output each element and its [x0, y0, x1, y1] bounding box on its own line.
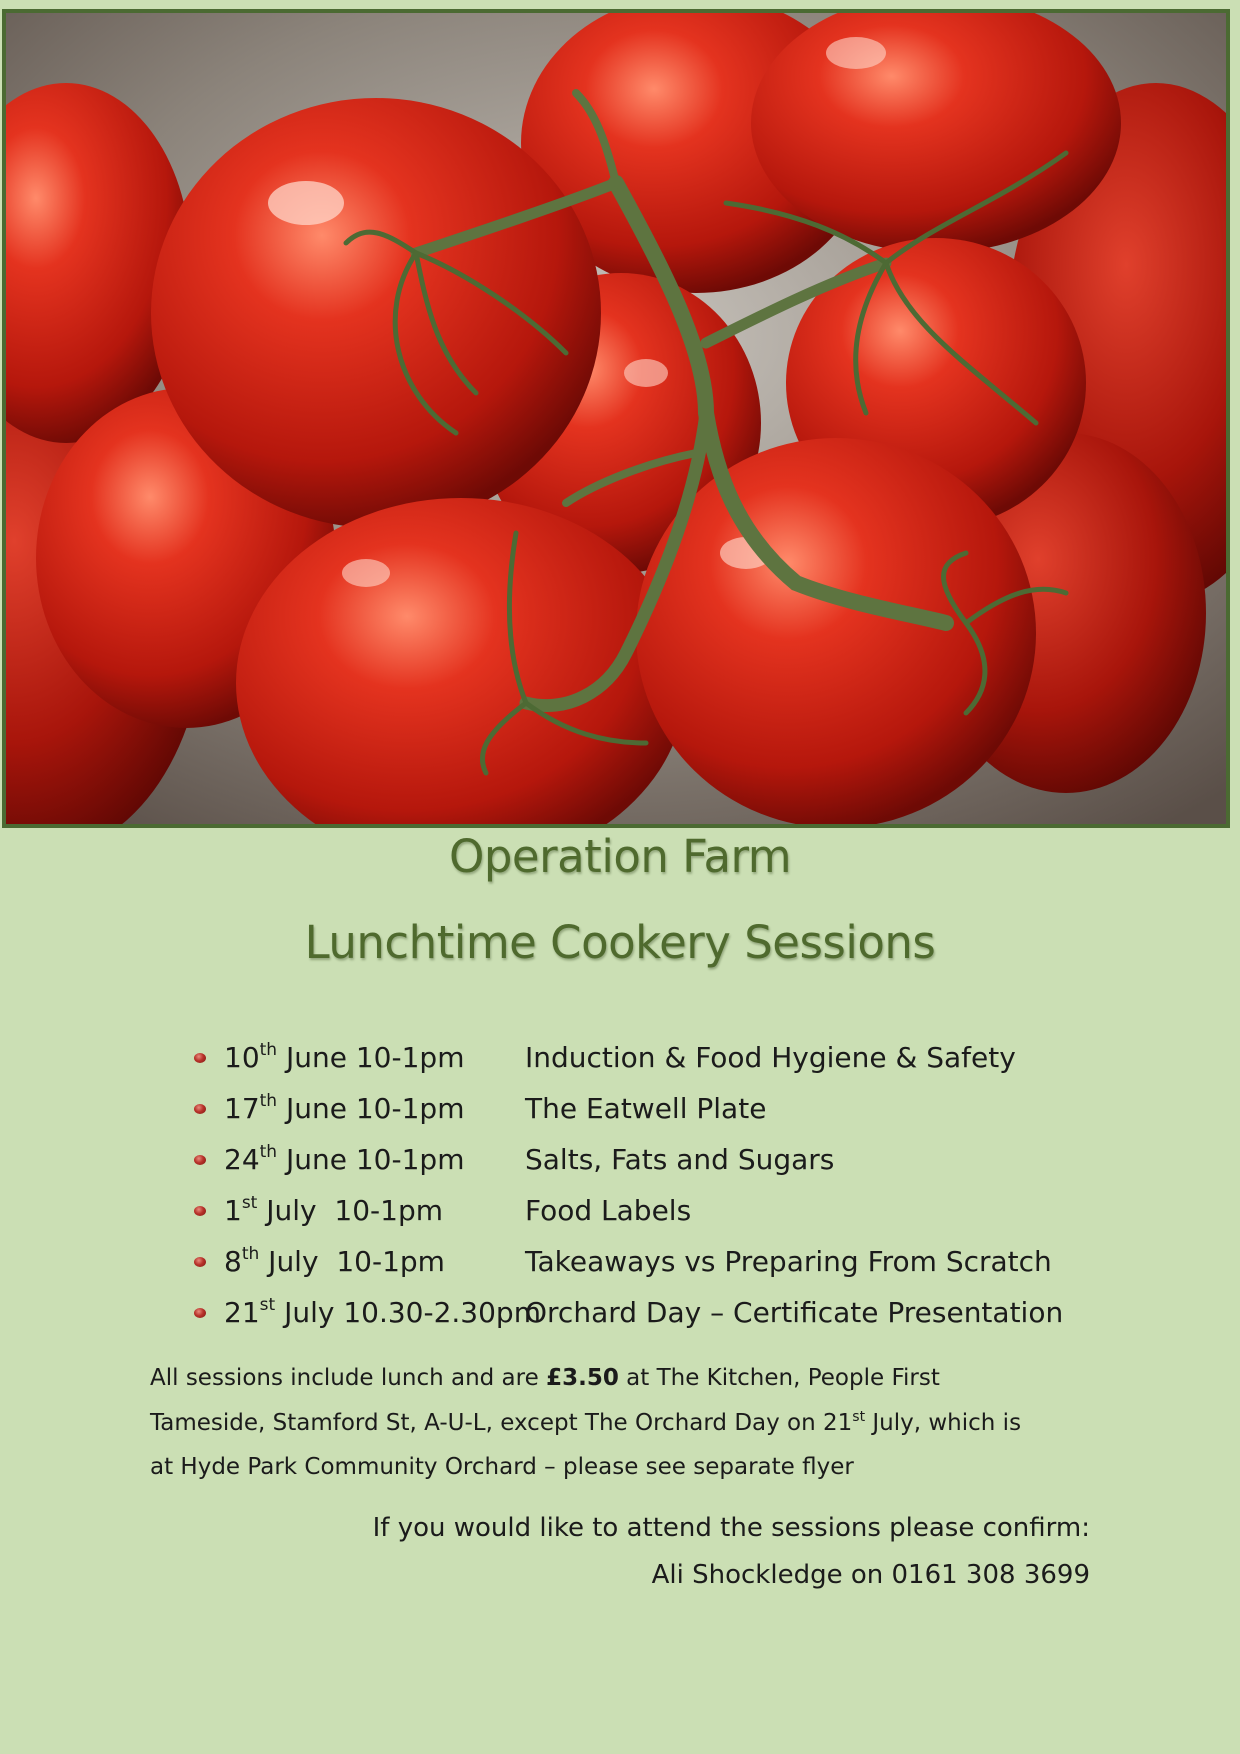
session-date: 8th July 10-1pm [224, 1244, 445, 1278]
session-topic: Takeaways vs Preparing From Scratch [525, 1245, 1052, 1278]
page-subtitle: Lunchtime Cookery Sessions [304, 916, 936, 969]
session-date: 1st July 10-1pm [224, 1193, 444, 1227]
bullet-icon [194, 1155, 206, 1165]
session-topic: The Eatwell Plate [525, 1092, 767, 1125]
contact-block [373, 1505, 1090, 1599]
contact-prompt: If you would like to attend the sessions please confirm: [372, 1513, 1090, 1543]
session-date: 17th June 10-1pm [224, 1091, 465, 1125]
bullet-icon [194, 1257, 206, 1267]
bullet-icon [194, 1206, 206, 1216]
bullet-icon [194, 1104, 206, 1114]
session-topic: Salts, Fats and Sugars [525, 1143, 835, 1176]
session-date: 10th June 10-1pm [224, 1040, 465, 1074]
session-topic: Orchard Day – Certificate Presentation [525, 1296, 1064, 1329]
bullet-icon [194, 1053, 206, 1063]
page-title: Operation Farm [448, 830, 792, 883]
bullet-icon [194, 1308, 206, 1318]
price: £3.50 [546, 1365, 619, 1391]
session-topic: Food Labels [525, 1194, 692, 1227]
session-topic: Induction & Food Hygiene & Safety [525, 1041, 1016, 1074]
hero-photo [2, 9, 1230, 828]
session-info: All sessions include lunch and are £3.50 at The Kitchen, People First Tameside, Stamford St, A-U-L, except The Orchard Day on 21st July, which is at Hyde Park Community Orchard – please see separate flyer [150, 1365, 1022, 1480]
session-date: 24th June 10-1pm [224, 1142, 465, 1176]
contact-details: Ali Shockledge on 0161 308 3699 [651, 1560, 1090, 1590]
session-date: 21st July 10.30-2.30pm [224, 1295, 541, 1329]
tomatoes-illustration [6, 13, 1226, 824]
